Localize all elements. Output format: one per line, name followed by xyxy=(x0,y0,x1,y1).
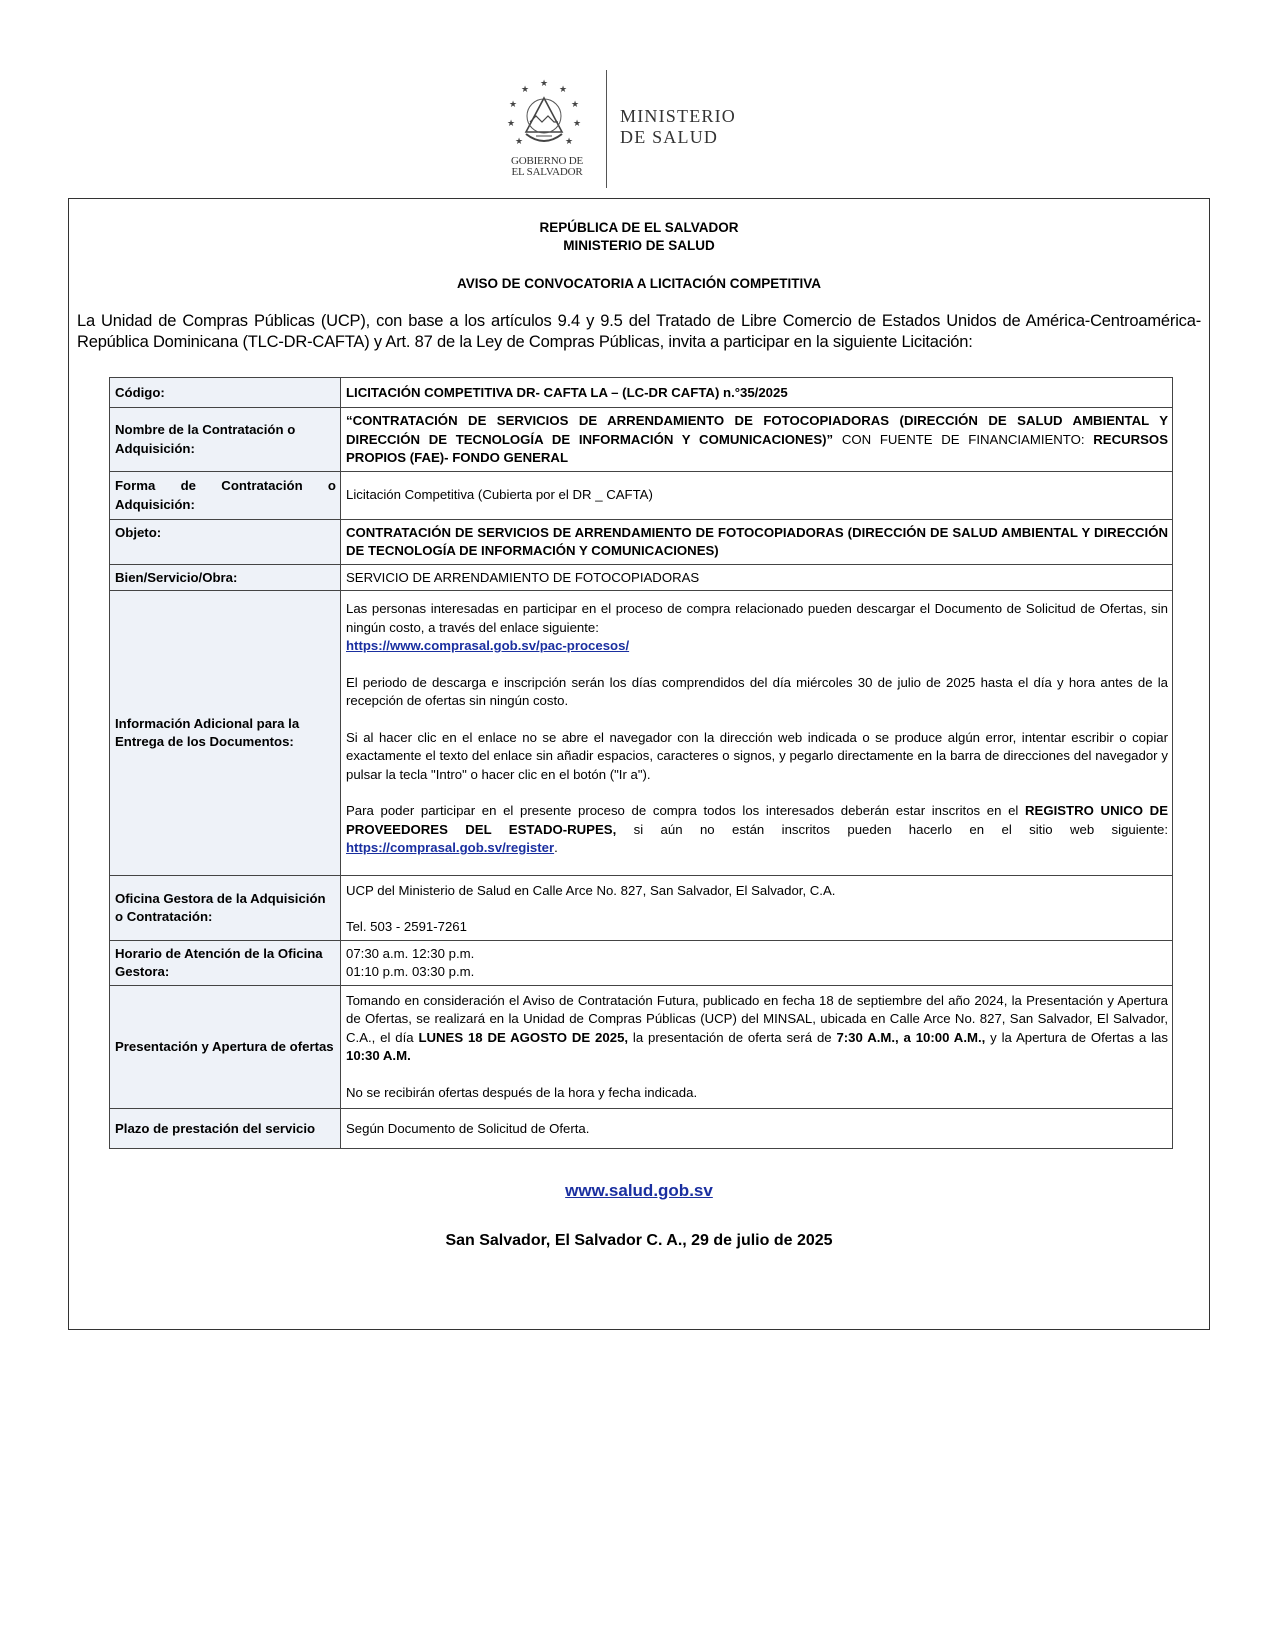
comprasal-processes-link[interactable]: https://www.comprasal.gob.sv/pac-procesos/ xyxy=(346,638,630,653)
place-date: San Salvador, El Salvador C. A., 29 de julio de 2025 xyxy=(445,1232,833,1249)
table-row xyxy=(110,471,1173,519)
contract-name: “CONTRATACIÓN DE SERVICIOS DE ARRENDAMIENTO DE FOTOCOPIADORAS (DIRECCIÓN DE SALUD AMBIENTAL Y DIRECCIÓN DE TECNOLOGÍA DE INFORMACIÓN Y COMUNICACIONES)” CON FUENTE DE FINANCIAMIENTO: RECURSOS PROPIOS (FAE)- FONDO GENERAL xyxy=(341,408,1173,472)
row-label-plazo: Plazo de prestación del servicio xyxy=(110,1109,341,1149)
table-row xyxy=(110,1109,1173,1149)
document-header xyxy=(69,219,1209,255)
contract-object: CONTRATACIÓN DE SERVICIOS DE ARRENDAMIENTO DE FOTOCOPIADORAS (DIRECCIÓN DE SALUD AMBIENTAL Y DIRECCIÓN DE TECNOLOGÍA DE INFORMACIÓN Y COMUNICACIONES) xyxy=(341,519,1173,564)
svg-text:★: ★ xyxy=(508,99,518,109)
row-label-codigo: Código: xyxy=(110,378,341,408)
managing-office xyxy=(341,875,1173,940)
comprasal-register-link[interactable]: https://comprasal.gob.sv/register xyxy=(346,840,555,855)
submission-deadline-note: No se recibirán ofertas después de la hora y fecha indicada. xyxy=(346,1084,698,1100)
logo-divider xyxy=(606,70,607,188)
table-row xyxy=(110,985,1173,1109)
svg-text:★: ★ xyxy=(520,84,530,94)
download-period: El periodo de descarga e inscripción serán los días comprendidos del día miércoles 30 de julio de 2025 hasta el día y hora antes de la recepción de ofertas sin ningún costo. xyxy=(346,674,1168,708)
table-row xyxy=(110,940,1173,985)
ministry-name: MINISTERIO DE SALUD xyxy=(620,106,736,147)
link-troubleshooting: Si al hacer clic en el enlace no se abre el navegador con la dirección web indicada o se produce algún error, intentar escribir o copiar exactamente el texto del enlace sin añadir espacios, caracteres o signos, y pegarlo directamente en la barra de direcciones del navegador y pulsar la tecla "Intro" o hacer clic en el botón ("Ir a"). xyxy=(346,729,1168,782)
service-type: SERVICIO DE ARRENDAMIENTO DE FOTOCOPIADORAS xyxy=(341,564,1173,591)
svg-text:★: ★ xyxy=(539,78,549,88)
notice-frame xyxy=(68,198,1210,1330)
ministry-heading: MINISTERIO DE SALUD xyxy=(563,238,715,253)
table-row xyxy=(110,875,1173,940)
table-row xyxy=(110,408,1173,472)
website-line xyxy=(69,1181,1209,1201)
row-label-horario: Horario de Atención de la Oficina Gestora: xyxy=(110,940,341,985)
row-label-objeto: Objeto: xyxy=(110,519,341,564)
contract-form: Licitación Competitiva (Cubierta por el DR _ CAFTA) xyxy=(341,471,1173,519)
table-row xyxy=(110,378,1173,408)
table-row xyxy=(110,591,1173,876)
office-phone: Tel. 503 - 2591-7261 xyxy=(346,919,467,934)
row-label-presentacion: Presentación y Apertura de ofertas xyxy=(110,985,341,1109)
service-term: Según Documento de Solicitud de Oferta. xyxy=(341,1109,1173,1149)
svg-text:★: ★ xyxy=(572,118,582,128)
table-row xyxy=(110,564,1173,591)
rupes-registration: Para poder participar en el presente proceso de compra todos los interesados deberán estar inscritos en el REGISTRO UNICO DE PROVEEDORES DEL ESTADO-RUPES, si aún no están inscritos pueden hacerlo en el sitio web siguiente: https://comprasal.gob.sv/register. xyxy=(346,803,1169,855)
svg-text:★: ★ xyxy=(570,99,580,109)
hours-morning: 07:30 a.m. 12:30 p.m. xyxy=(346,945,475,961)
download-instructions: Las personas interesadas en participar en el proceso de compra relacionado pueden descargar el Documento de Solicitud de Ofertas, sin ningún costo, a través del enlace siguiente: xyxy=(346,601,1168,635)
office-hours xyxy=(341,940,1173,985)
row-label-info: Información Adicional para la Entrega de los Documentos: xyxy=(110,591,341,876)
country-heading: REPÚBLICA DE EL SALVADOR xyxy=(539,220,739,235)
government-name: GOBIERNO DE EL SALVADOR xyxy=(510,155,584,178)
bid-submission xyxy=(341,985,1173,1109)
intro-paragraph: La Unidad de Compras Públicas (UCP), con base a los artículos 9.4 y 9.5 del Tratado de Libre Comercio de Estados Unidos de América-Centroamérica-República Dominicana (TLC-DR-CAFTA) y Art. 87 de la Ley de Compras Públicas, invita a participar en la siguiente Licitación: xyxy=(77,312,1201,351)
row-label-nombre: Nombre de la Contratación o Adquisición: xyxy=(110,408,341,472)
svg-text:★: ★ xyxy=(558,84,568,94)
svg-text:★: ★ xyxy=(506,118,516,128)
ministry-website-link[interactable]: www.salud.gob.sv xyxy=(565,1181,713,1200)
office-address: UCP del Ministerio de Salud en Calle Arce No. 827, San Salvador, El Salvador, C.A. xyxy=(346,882,836,898)
svg-text:★: ★ xyxy=(514,136,524,146)
ministry-logo xyxy=(500,66,760,191)
row-label-forma: Forma de Contratación o Adquisición: xyxy=(110,471,341,519)
table-row xyxy=(110,519,1173,564)
svg-text:★: ★ xyxy=(564,136,574,146)
tender-code: LICITACIÓN COMPETITIVA DR- CAFTA LA – (LC-DR CAFTA) n.°35/2025 xyxy=(341,378,1173,408)
hours-afternoon: 01:10 p.m. 03:30 p.m. xyxy=(346,964,475,979)
tender-info-table xyxy=(109,377,1173,1149)
notice-title: AVISO DE CONVOCATORIA A LICITACIÓN COMPETITIVA xyxy=(456,276,821,291)
row-label-oficina: Oficina Gestora de la Adquisición o Contratación: xyxy=(110,875,341,940)
additional-info xyxy=(341,591,1173,876)
submission-details: Tomando en consideración el Aviso de Contratación Futura, publicado en fecha 18 de septiembre del año 2024, la Presentación y Apertura de Ofertas, se realizará en la Unidad de Compras Públicas (UCP) del MINSAL, ubicada en Calle Arce No. 827, San Salvador, El Salvador, C.A., el día LUNES 18 DE AGOSTO DE 2025, la presentación de oferta será de 7:30 A.M., a 10:00 A.M., y la Apertura de Ofertas a las 10:30 A.M. xyxy=(346,992,1168,1063)
el-salvador-coat-of-arms-icon xyxy=(500,76,588,164)
row-label-bien: Bien/Servicio/Obra: xyxy=(110,564,341,591)
